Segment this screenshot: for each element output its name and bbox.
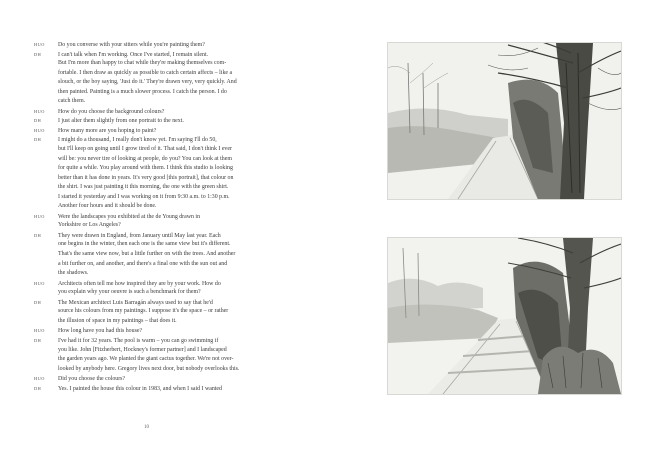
line-text: I can't talk when I'm working. Once I've started, I remain silent. bbox=[58, 51, 209, 58]
text-line bbox=[34, 97, 314, 107]
line-text: looked by anybody here. Gregory lives next door, but nobody overlooks this. bbox=[58, 365, 240, 372]
speaker-label: DH bbox=[34, 137, 42, 143]
text-line bbox=[34, 135, 314, 145]
text-line bbox=[34, 116, 314, 126]
text-line bbox=[34, 260, 314, 270]
line-text: I might do a thousand, I really don't know yet. I'm saying I'll do 50, bbox=[58, 137, 217, 144]
line-text: I just alter them slightly from one portrait to the next. bbox=[58, 118, 184, 125]
interview-text-column bbox=[34, 40, 314, 393]
text-line bbox=[34, 250, 314, 260]
line-text: you explain why your oeuvre is such a benchmark for them? bbox=[58, 289, 201, 296]
text-line bbox=[34, 317, 314, 327]
text-line bbox=[34, 346, 314, 356]
speaker-label: DH bbox=[34, 385, 42, 391]
text-line bbox=[34, 269, 314, 279]
spring-lane-drawing-icon bbox=[388, 238, 621, 394]
text-line bbox=[34, 78, 314, 88]
line-text: How long have you had this house? bbox=[58, 328, 143, 335]
line-text: fortable. I then draw as quickly as possible to catch certain affects – like a bbox=[58, 69, 233, 76]
speaker-label: HUO bbox=[34, 108, 45, 114]
line-text: will be: you never tire of looking at people, do you? You can look at them bbox=[58, 155, 232, 162]
text-line bbox=[34, 174, 314, 184]
speaker-label: HUO bbox=[34, 376, 45, 382]
line-text: but I'll keep on going until I grow tired of it. That said, I don't think I ever bbox=[58, 146, 232, 153]
text-line bbox=[34, 326, 314, 336]
text-line bbox=[34, 202, 314, 212]
line-text: How many more are you hoping to paint? bbox=[58, 127, 157, 134]
text-line bbox=[34, 145, 314, 155]
text-line bbox=[34, 365, 314, 375]
landscape-drawing-top bbox=[387, 42, 622, 200]
text-line bbox=[34, 50, 314, 60]
text-line bbox=[34, 231, 314, 241]
text-line bbox=[34, 307, 314, 317]
text-line bbox=[34, 298, 314, 308]
landscape-drawing-bottom bbox=[387, 237, 622, 395]
speaker-label: HUO bbox=[34, 127, 45, 133]
speaker-label: DH bbox=[34, 51, 42, 57]
line-text: I started it yesterday and I was working on it from 9:30 a.m. to 1:30 p.m. bbox=[58, 193, 230, 200]
line-text: But I'm more than happy to chat while they're making themselves com- bbox=[58, 60, 227, 67]
line-text: source his colours from my paintings. I suppose it's the space – or rather bbox=[58, 308, 229, 315]
text-line bbox=[34, 183, 314, 193]
line-text: slouch, or the boy saying, 'Just do it.' They're drawn very, very quickly. And bbox=[58, 79, 237, 86]
line-text: How do you choose the background colours? bbox=[58, 108, 165, 115]
speaker-label: HUO bbox=[34, 213, 45, 219]
speaker-label: DH bbox=[34, 299, 42, 305]
text-line bbox=[34, 374, 314, 384]
line-text: the shadows. bbox=[58, 270, 89, 277]
winter-lane-drawing-icon bbox=[388, 43, 621, 199]
text-line bbox=[34, 336, 314, 346]
line-text: I've had it for 32 years. The pool is warm – you can go swimming if bbox=[58, 337, 219, 344]
line-text: That's the same view now, but a little further on with the trees. And another bbox=[58, 251, 236, 258]
speaker-label: DH bbox=[34, 337, 42, 343]
line-text: They were drawn in England, from January until May last year. Each bbox=[58, 232, 221, 239]
speaker-label: HUO bbox=[34, 42, 45, 47]
speaker-label: HUO bbox=[34, 328, 45, 334]
line-text: The Mexican architect Luis Barragán always used to say that he'd bbox=[58, 299, 213, 306]
text-line bbox=[34, 88, 314, 98]
line-text: then painted. Painting is a much slower process. I catch the person. I do bbox=[58, 88, 227, 95]
line-text: better than it has done in years. It's very good [this portrait], that colour on bbox=[58, 174, 234, 181]
line-text: a bit further on, and another, and there's a final one with the sun out and bbox=[58, 260, 228, 267]
text-line bbox=[34, 59, 314, 69]
line-text: the illusion of space in my paintings – that does it. bbox=[58, 317, 177, 324]
line-text: Do you converse with your sitters while you're painting them? bbox=[58, 42, 205, 48]
line-text: you like. John [Fitzherbert, Hockney's former partner] and I landscaped bbox=[58, 346, 227, 353]
line-text: Did you choose the colours? bbox=[58, 376, 126, 383]
text-line bbox=[34, 384, 314, 394]
text-line bbox=[34, 279, 314, 289]
line-text: one begins in the winter, then each one is the same view but it's different. bbox=[58, 241, 231, 248]
line-text: the shirt. I was just painting it this morning, the one with the green shirt. bbox=[58, 184, 229, 191]
speaker-label: HUO bbox=[34, 280, 45, 286]
text-line bbox=[34, 126, 314, 136]
text-line bbox=[34, 69, 314, 79]
line-text: catch them. bbox=[58, 98, 86, 105]
text-line bbox=[34, 240, 314, 250]
text-line bbox=[34, 288, 314, 298]
text-line bbox=[34, 221, 314, 231]
text-line bbox=[34, 164, 314, 174]
text-line bbox=[34, 212, 314, 222]
line-text: Yes. I painted the house this colour in 1983, and when I said I wanted bbox=[58, 385, 222, 392]
text-line bbox=[34, 193, 314, 203]
line-text: Another four hours and it should be done. bbox=[58, 203, 157, 210]
text-line bbox=[34, 155, 314, 165]
page-number: 10 bbox=[144, 425, 149, 430]
text-line bbox=[34, 107, 314, 117]
line-text: for quite a while. You play around with them. I think this studio is looking bbox=[58, 165, 233, 172]
text-line bbox=[34, 40, 314, 50]
line-text: Yorkshire or Los Angeles? bbox=[58, 222, 121, 229]
line-text: Were the landscapes you exhibited at the de Young drawn in bbox=[58, 213, 201, 220]
speaker-label: DH bbox=[34, 232, 42, 238]
line-text: the garden years ago. We planted the giant cactus together. We're not over- bbox=[58, 356, 234, 363]
text-line bbox=[34, 355, 314, 365]
line-text: Architects often tell me how inspired they are by your work. How do bbox=[58, 280, 221, 287]
speaker-label: DH bbox=[34, 118, 42, 124]
